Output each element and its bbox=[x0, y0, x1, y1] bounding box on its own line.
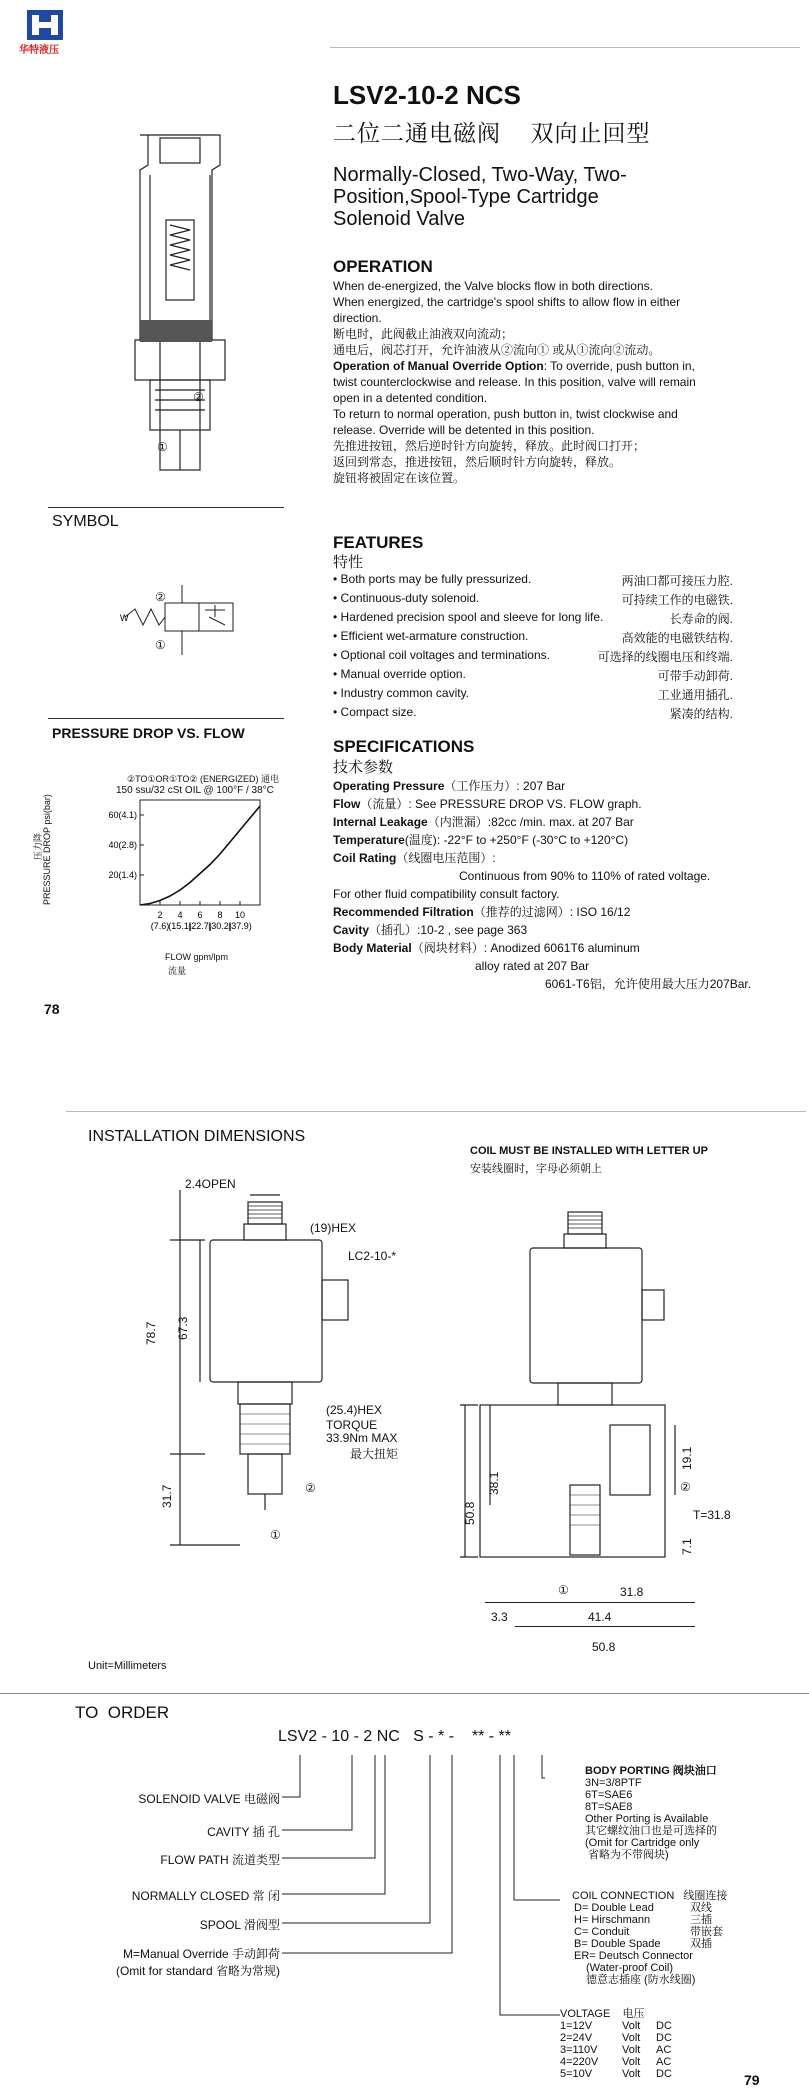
feature-en: • Compact size. bbox=[333, 705, 417, 719]
override-text: 旋钮将被固定在该位置。 bbox=[333, 471, 466, 485]
y-tick-label: 60(4.1) bbox=[108, 810, 137, 820]
voltage-code: 4=220V bbox=[560, 2056, 599, 2068]
voltage-code: 2=24V bbox=[560, 2032, 593, 2044]
x-tick-label: 10 bbox=[234, 910, 246, 920]
valve-symbol-icon bbox=[120, 585, 245, 665]
override-text: 返回到常态，推进按钮，然后顺时针方向旋转，释放。 bbox=[333, 455, 622, 469]
dim-673 bbox=[176, 1317, 190, 1340]
logo bbox=[17, 10, 72, 54]
coil-note-cn: 安装线圈时，字母必须朝上 bbox=[470, 1163, 602, 1175]
coil-title: COIL CONNECTION 线圈连接 bbox=[572, 1890, 728, 1902]
dim-t318: T=31.8 bbox=[693, 1508, 731, 1522]
spec-value: : -22°F to +250°F (-30°C to +120°C) bbox=[436, 833, 629, 847]
voltage-row bbox=[560, 2044, 700, 2056]
override-text: To return to normal operation, push button in, twist clockwise and bbox=[333, 407, 678, 421]
install-body-view bbox=[450, 1185, 680, 1565]
dim-318: 31.8 bbox=[620, 1585, 644, 1599]
spec-label: Operating Pressure bbox=[333, 779, 445, 793]
spec-cavity bbox=[333, 921, 803, 939]
specs-heading: SPECIFICATIONS bbox=[333, 737, 475, 756]
override-option: M=Manual Override 手动卸荷 bbox=[122, 1947, 280, 1961]
voltage-unit: Volt bbox=[622, 2044, 641, 2056]
page-number-right: 79 bbox=[744, 2072, 760, 2088]
order-code: LSV2 - 10 - 2 NC S - * - ** - ** bbox=[278, 1728, 511, 1745]
porting-option: 6T=SAE6 bbox=[585, 1789, 633, 1801]
operation-line: direction. bbox=[333, 311, 382, 325]
feature-en: • Optional coil voltages and terminations. bbox=[333, 648, 550, 662]
symbol-port1: ① bbox=[155, 638, 166, 652]
spec-value: : Anodized 6061T6 aluminum bbox=[483, 941, 640, 955]
dim-673-text: 67.3 bbox=[176, 1316, 190, 1340]
operation-heading: OPERATION bbox=[333, 257, 433, 276]
spec-coil bbox=[333, 849, 803, 867]
feature-row bbox=[333, 648, 733, 664]
override-text: twist counterclockwise and release. In this position, valve will remain bbox=[333, 375, 696, 389]
order-label-cn: 流道类型 bbox=[231, 1853, 280, 1867]
coil-option-cn: 三插 bbox=[690, 1914, 712, 1926]
porting-option: 省略为不带阀块) bbox=[585, 1849, 669, 1861]
install-rule bbox=[66, 1111, 806, 1112]
coil-note: COIL MUST BE INSTALLED WITH LETTER UP bbox=[470, 1145, 708, 1157]
dim-line-508 bbox=[515, 1626, 695, 1627]
spec-cn: （插孔） bbox=[369, 923, 418, 937]
feature-row bbox=[333, 610, 733, 626]
operation-line: When de-energized, the Valve blocks flow in both directions. bbox=[333, 279, 653, 293]
voltage-row bbox=[560, 2020, 700, 2032]
operation-text bbox=[333, 278, 803, 486]
spec-flow bbox=[333, 795, 803, 813]
spec-label: Internal Leakage bbox=[333, 815, 428, 829]
spec-value: : ISO 16/12 bbox=[569, 905, 631, 919]
coil-option bbox=[572, 1902, 732, 1914]
dim-191 bbox=[680, 1447, 694, 1470]
cutaway-port1: ① bbox=[157, 440, 168, 454]
logo-text: 华特液压 bbox=[19, 45, 59, 56]
porting-option: Other Porting is Available bbox=[585, 1813, 709, 1825]
symbol-rule bbox=[48, 507, 284, 508]
x-tick-label: 4 bbox=[177, 910, 183, 920]
feature-en: • Efficient wet-armature construction. bbox=[333, 629, 529, 643]
torque-value: 33.9Nm MAX bbox=[326, 1431, 398, 1445]
dim-317 bbox=[160, 1485, 174, 1508]
spec-label: Temperature bbox=[333, 833, 405, 847]
voltage-type: DC bbox=[656, 2068, 672, 2080]
feature-cn: 长寿命的阀. bbox=[669, 612, 733, 626]
chart-ylabel-cn-text: 压力降 bbox=[33, 832, 43, 860]
order-heading: TO ORDER bbox=[75, 1703, 170, 1722]
spec-filtration bbox=[333, 903, 803, 921]
spec-op-pressure bbox=[333, 777, 803, 795]
spec-temperature bbox=[333, 831, 803, 849]
feature-cn: 可持续工作的电磁铁. bbox=[621, 593, 733, 607]
chart-rule bbox=[48, 718, 284, 719]
spec-cn: （内泄漏） bbox=[427, 815, 488, 829]
torque-label: TORQUE bbox=[326, 1418, 378, 1432]
override-label: Operation of Manual Override Option bbox=[333, 359, 544, 373]
order-label-en: CAVITY bbox=[207, 1825, 250, 1839]
y-tick-label: 20(1.4) bbox=[108, 870, 137, 880]
coil-option bbox=[572, 1938, 732, 1950]
spec-label: Cavity bbox=[333, 923, 370, 937]
voltage-unit: Volt bbox=[622, 2020, 641, 2032]
pressure-drop-curve bbox=[140, 806, 260, 905]
chart-heading: PRESSURE DROP VS. FLOW bbox=[52, 725, 245, 741]
chart-frame bbox=[140, 800, 260, 905]
override-text: open in a detented condition. bbox=[333, 391, 488, 405]
voltage-row bbox=[560, 2032, 700, 2044]
dim-lines-bottom bbox=[485, 1602, 695, 1603]
features-list bbox=[333, 572, 733, 722]
spec-leakage bbox=[333, 813, 803, 831]
unit-note: Unit=Millimeters bbox=[88, 1660, 167, 1672]
spec-value: :10-2 , see page 363 bbox=[417, 923, 528, 937]
x-tick-label: 8 bbox=[217, 910, 223, 920]
dim-787-text: 78.7 bbox=[144, 1321, 158, 1345]
feature-row bbox=[333, 629, 733, 645]
x-tick-sublabel: (7.6) bbox=[150, 921, 170, 931]
spec-label: Recommended Filtration bbox=[333, 905, 474, 919]
spec-coil-line2: Continuous from 90% to 110% of rated voltage. bbox=[459, 869, 711, 883]
spec-cn: （推荐的过滤网） bbox=[473, 905, 570, 919]
spec-value: :82cc /min. max. at 207 Bar bbox=[487, 815, 634, 829]
chart-ylabel-cn bbox=[31, 820, 43, 860]
order-label-cn: 滑阀型 bbox=[243, 1918, 280, 1932]
operation-line: When energized, the cartridge's spool shifts to allow flow in either bbox=[333, 295, 681, 309]
operation-line: 通电后，阀芯打开，允许油液从②流向① 或从①流向②流动。 bbox=[333, 343, 661, 357]
dim-71 bbox=[680, 1538, 694, 1555]
operation-line: 断电时，此阀截止油液双向流动； bbox=[333, 327, 514, 341]
porting-title: BODY PORTING 阀块油口 bbox=[585, 1765, 717, 1777]
spec-label: Flow bbox=[333, 797, 361, 811]
chart-ylabel-text: PRESSURE DROP psi(bar) bbox=[42, 794, 52, 905]
coil-option bbox=[572, 1914, 732, 1926]
dim-508v bbox=[463, 1502, 477, 1525]
feature-row bbox=[333, 591, 733, 607]
torque-cn: 最大扭矩 bbox=[350, 1447, 399, 1461]
model-title: LSV2-10-2 NCS bbox=[333, 80, 521, 110]
override-text: 先推进按钮，然后逆时针方向旋转，释放。此时阀口打开； bbox=[333, 439, 646, 453]
voltage-row bbox=[560, 2068, 700, 2080]
coil-option-code: ER= Deutsch Connector bbox=[574, 1950, 693, 1962]
page-number-left: 78 bbox=[44, 1001, 60, 1017]
feature-row bbox=[333, 686, 733, 702]
chart-subtitle: 150 ssu/32 cSt OIL @ 100°F / 38°C bbox=[116, 785, 274, 796]
override-option-note: (Omit for standard 省略为常规) bbox=[115, 1964, 280, 1978]
dim-hex19: (19)HEX bbox=[310, 1221, 357, 1235]
coil-connection-block bbox=[572, 1890, 732, 1986]
dim-317-text: 31.7 bbox=[160, 1484, 174, 1508]
voltage-unit: Volt bbox=[622, 2056, 641, 2068]
feature-en: • Both ports may be fully pressurized. bbox=[333, 572, 532, 586]
spec-cn: （流量） bbox=[360, 797, 409, 811]
feature-cn: 紧凑的结构. bbox=[669, 707, 733, 721]
pressure-drop-chart bbox=[90, 790, 270, 930]
side-port2: ② bbox=[305, 1481, 316, 1495]
order-label-en: FLOW PATH bbox=[160, 1853, 229, 1867]
feature-cn: 两油口都可接压力腔. bbox=[621, 574, 733, 588]
x-tick-label: 6 bbox=[197, 910, 203, 920]
coil-option-cn: 双线 bbox=[690, 1902, 712, 1914]
en-title-line: Position,Spool-Type Cartridge bbox=[333, 186, 599, 208]
spec-label: Coil Rating bbox=[333, 851, 397, 865]
order-label-cn: 插 孔 bbox=[252, 1825, 280, 1839]
dim-lc: LC2-10-* bbox=[348, 1249, 397, 1263]
coil-option-code: D= Double Lead bbox=[574, 1902, 654, 1914]
feature-cn: 工业通用插孔. bbox=[657, 688, 733, 702]
spec-cn: （线圈电压范围） bbox=[396, 851, 493, 865]
en-title-line: Solenoid Valve bbox=[333, 208, 465, 230]
symbol-port2: ② bbox=[155, 590, 166, 604]
dim-414: 41.4 bbox=[588, 1610, 612, 1624]
dim-508v-text: 50.8 bbox=[463, 1501, 477, 1525]
voltage-type: AC bbox=[656, 2044, 672, 2056]
spec-value: : bbox=[492, 851, 496, 865]
spec-label: Body Material bbox=[333, 941, 412, 955]
dim-508h: 50.8 bbox=[592, 1640, 616, 1654]
dim-381 bbox=[487, 1472, 501, 1495]
spec-cn: （阀块材料） bbox=[411, 941, 484, 955]
voltage-code: 1=12V bbox=[560, 2020, 593, 2032]
voltage-unit: Volt bbox=[622, 2068, 641, 2080]
order-label-cn: 电磁阀 bbox=[243, 1792, 280, 1806]
x-tick-sublabel: (15.1) bbox=[168, 921, 192, 931]
porting-option: 3N=3/8PTF bbox=[585, 1777, 642, 1789]
dim-open: 2.4OPEN bbox=[185, 1177, 236, 1191]
spec-body-line3: 6061-T6铝，允许使用最大压力207Bar. bbox=[545, 977, 752, 991]
x-tick-label: 2 bbox=[157, 910, 163, 920]
spec-cn: (温度) bbox=[404, 833, 437, 847]
voltage-code: 3=110V bbox=[560, 2044, 598, 2056]
voltage-unit: Volt bbox=[622, 2032, 641, 2044]
features-heading: FEATURES bbox=[333, 533, 424, 552]
x-tick-sublabel: (22.7) bbox=[188, 921, 212, 931]
feature-row bbox=[333, 667, 733, 683]
body-port2: ② bbox=[680, 1480, 691, 1494]
voltage-block bbox=[560, 2008, 700, 2080]
voltage-code: 5=10V bbox=[560, 2068, 593, 2080]
coil-option bbox=[572, 1926, 732, 1938]
voltage-row bbox=[560, 2056, 700, 2068]
top-rule bbox=[330, 47, 800, 48]
en-title bbox=[333, 164, 627, 230]
body-port1: ① bbox=[558, 1583, 569, 1597]
order-label-en: NORMALLY CLOSED bbox=[131, 1889, 250, 1903]
dim-71-text: 7.1 bbox=[680, 1538, 694, 1555]
dim-33: 3.3 bbox=[491, 1610, 508, 1624]
dim-hex254: (25.4)HEX bbox=[326, 1403, 383, 1417]
spec-cn: （工作压力） bbox=[444, 779, 517, 793]
chart-ylabel bbox=[42, 795, 54, 905]
voltage-title: VOLTAGE 电压 bbox=[560, 2008, 645, 2020]
valve-cutaway-drawing bbox=[120, 130, 240, 460]
svg-text:W: W bbox=[120, 613, 129, 623]
porting-option: (Omit for Cartridge only bbox=[585, 1837, 700, 1849]
spec-value: : 207 Bar bbox=[516, 779, 566, 793]
feature-cn: 可带手动卸荷. bbox=[657, 669, 733, 683]
voltage-type: AC bbox=[656, 2056, 672, 2068]
coil-option-cn: 带嵌套 bbox=[690, 1926, 723, 1938]
specs-list bbox=[333, 777, 803, 993]
order-label-cn: 常 闭 bbox=[252, 1889, 280, 1903]
spec-compat: For other fluid compatibility consult factory. bbox=[333, 887, 560, 901]
side-port1: ① bbox=[270, 1528, 281, 1542]
dim-191-text: 19.1 bbox=[680, 1446, 694, 1470]
order-rule bbox=[0, 1693, 809, 1694]
feature-cn: 高效能的电磁铁结构. bbox=[621, 631, 733, 645]
voltage-type: DC bbox=[656, 2020, 672, 2032]
override-text: release. Override will be detented in this position. bbox=[333, 423, 595, 437]
body-porting-block bbox=[585, 1765, 717, 1861]
coil-option-code: B= Double Spade bbox=[574, 1938, 661, 1950]
en-title-line: Normally-Closed, Two-Way, Two- bbox=[333, 164, 627, 186]
cutaway-port2: ② bbox=[193, 390, 204, 404]
coil-option-code: 德意志插座 (防水线圈) bbox=[586, 1974, 696, 1986]
spec-body bbox=[333, 939, 803, 957]
coil-option-cn: 双插 bbox=[690, 1938, 712, 1950]
install-heading: INSTALLATION DIMENSIONS bbox=[88, 1128, 306, 1145]
x-tick-sublabel: (30.2) bbox=[208, 921, 232, 931]
chart-title: ②TO①OR①TO② (ENERGIZED) 通电 bbox=[127, 774, 279, 784]
feature-row bbox=[333, 705, 733, 721]
features-heading-cn: 特性 bbox=[333, 554, 364, 571]
logo-mark-icon bbox=[27, 10, 63, 40]
feature-cn: 可选择的线圈电压和终端. bbox=[597, 650, 733, 664]
chart-xlabel: FLOW gpm/lpm bbox=[165, 952, 229, 962]
dim-787 bbox=[144, 1322, 158, 1345]
override-line bbox=[333, 358, 803, 374]
dim-381-text: 38.1 bbox=[487, 1471, 501, 1495]
porting-option: 8T=SAE8 bbox=[585, 1801, 633, 1813]
feature-en: • Hardened precision spool and sleeve for long life. bbox=[333, 610, 604, 624]
coil-option-code: (Water-proof Coil) bbox=[586, 1962, 673, 1974]
install-side-view bbox=[160, 1190, 360, 1550]
coil-option-code: H= Hirschmann bbox=[574, 1914, 651, 1926]
feature-en: • Continuous-duty solenoid. bbox=[333, 591, 480, 605]
symbol-heading: SYMBOL bbox=[52, 513, 119, 530]
porting-option: 其它螺纹油口也是可选择的 bbox=[585, 1825, 717, 1837]
voltage-type: DC bbox=[656, 2032, 672, 2044]
spec-body-line2: alloy rated at 207 Bar bbox=[475, 959, 590, 973]
cn-title: 二位二通电磁阀 双向止回型 bbox=[333, 120, 651, 146]
feature-en: • Manual override option. bbox=[333, 667, 466, 681]
chart-xlabel-cn: 流量 bbox=[168, 966, 187, 976]
specs-heading-cn: 技术参数 bbox=[333, 759, 394, 776]
spec-value: : See PRESSURE DROP VS. FLOW graph. bbox=[408, 797, 642, 811]
y-tick-label: 40(2.8) bbox=[108, 840, 137, 850]
override-text: : To override, push button in, bbox=[543, 359, 695, 373]
x-tick-sublabel: (37.9) bbox=[228, 921, 252, 931]
order-label-en: SPOOL bbox=[199, 1918, 241, 1932]
feature-row bbox=[333, 572, 733, 588]
feature-en: • Industry common cavity. bbox=[333, 686, 470, 700]
coil-option-code: C= Conduit bbox=[574, 1926, 630, 1938]
order-label-en: SOLENOID VALVE bbox=[138, 1792, 241, 1806]
